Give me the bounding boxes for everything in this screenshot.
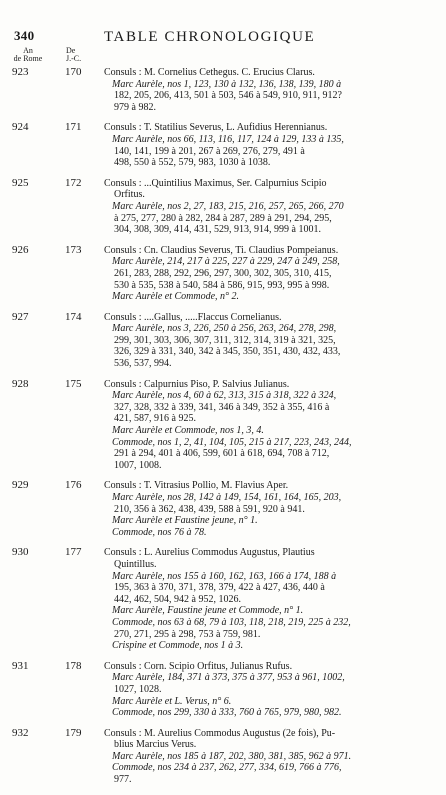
year-jc: 177 — [65, 546, 82, 559]
reference-line: 182, 205, 206, 413, 501 à 503, 546 à 549, 910, 911, 912? — [114, 90, 342, 102]
entry-body — [104, 67, 434, 113]
entry-body — [104, 547, 434, 651]
entry-body — [104, 312, 434, 370]
chronology-entry — [0, 67, 446, 113]
year-rome: 924 — [12, 121, 29, 134]
year-jc: 178 — [65, 659, 82, 672]
reference-line: 536, 537, 994. — [114, 358, 172, 370]
reference-line: 442, 462, 504, 942 à 952, 1026. — [114, 593, 241, 605]
reference-line: Commode, nos 234 à 237, 262, 277, 334, 619, 766 à 776, — [112, 762, 342, 774]
reference-line: Orfitus. — [114, 189, 145, 201]
reference-line: Marc Aurèle, 184, 371 à 373, 375 à 377, 953 à 961, 1002, — [112, 672, 345, 684]
consuls-line: Consuls : M. Cornelius Cethegus. C. Erucius Clarus. — [104, 67, 315, 78]
chronology-entry — [0, 178, 446, 236]
consuls-line: Consuls : T. Vitrasius Pollio, M. Flavius Aper. — [104, 480, 289, 492]
reference-line: 979 à 982. — [114, 101, 156, 113]
entry-body — [104, 728, 434, 786]
year-rome: 929 — [12, 479, 29, 492]
year-rome: 925 — [12, 176, 29, 189]
reference-line: 327, 328, 332 à 339, 341, 346 à 349, 352 à 355, 416 à — [114, 401, 330, 413]
consuls-line: Consuls : ...Quintilius Maximus, Ser. Calpurnius Scipio — [104, 177, 327, 189]
page-number: 340 — [14, 28, 35, 43]
reference-line: 326, 329 à 331, 340, 342 à 345, 350, 351, 430, 432, 433, — [114, 346, 341, 358]
reference-line: à 275, 277, 280 à 282, 284 à 287, 289 à 291, 294, 295, — [114, 212, 332, 224]
reference-line: 210, 356 à 362, 438, 439, 588 à 591, 920 à 941. — [114, 503, 305, 515]
year-jc: 173 — [65, 243, 82, 256]
chronology-entries — [0, 67, 446, 795]
reference-line: Commode, nos 63 à 68, 79 à 103, 118, 218, 219, 225 à 232, — [112, 616, 351, 628]
reference-line: Commode, nos 299, 330 à 333, 760 à 765, 979, 980, 982. — [112, 707, 342, 719]
year-rome: 932 — [12, 726, 29, 739]
reference-line: Marc Aurèle, nos 28, 142 à 149, 154, 161, 164, 165, 203, — [112, 492, 342, 503]
chronology-entry — [0, 122, 446, 168]
entry-body — [104, 245, 434, 303]
entry-body — [104, 178, 434, 236]
reference-line: Crispine et Commode, nos 1 à 3. — [112, 640, 244, 652]
year-jc: 176 — [65, 479, 82, 492]
entry-body — [104, 379, 434, 472]
reference-line: Marc Aurèle et Faustine jeune, n° 1. — [112, 515, 258, 527]
page-title: TABLE CHRONOLOGIQUE — [104, 29, 316, 45]
reference-line: 270, 271, 295 à 298, 753 à 759, 981. — [114, 628, 261, 640]
consuls-line: Consuls : Calpurnius Piso, P. Salvius Julianus. — [104, 378, 290, 390]
reference-line: Commode, nos 76 à 78. — [112, 526, 207, 538]
year-rome: 930 — [12, 546, 29, 559]
reference-line: 304, 308, 309, 414, 431, 529, 913, 914, 999 à 1001. — [114, 224, 321, 236]
consuls-line: Consuls : Cn. Claudius Severus, Ti. Claudius Pompeianus. — [104, 244, 339, 256]
year-rome: 926 — [12, 243, 29, 256]
consuls-line: Consuls : ....Gallus, .....Flaccus Cornelianus. — [104, 311, 282, 323]
reference-line: 977. — [114, 774, 132, 786]
reference-line: Marc Aurèle et L. Verus, n° 6. — [112, 695, 232, 707]
year-jc: 172 — [65, 176, 82, 189]
chronology-entry — [0, 379, 446, 472]
chronology-entry — [0, 480, 446, 538]
year-jc: 179 — [65, 726, 82, 739]
reference-line: 421, 587, 916 à 925. — [114, 413, 196, 425]
entry-body — [104, 122, 434, 168]
reference-line: 498, 550 à 552, 579, 983, 1030 à 1038. — [114, 157, 271, 169]
reference-line: 299, 301, 303, 306, 307, 311, 312, 314, 319 à 321, 325, — [114, 334, 336, 346]
year-rome: 923 — [12, 66, 29, 78]
year-jc: 170 — [65, 66, 82, 78]
entry-body — [104, 480, 434, 538]
reference-line: Marc Aurèle, nos 66, 113, 116, 117, 124 à 129, 133 à 135, — [112, 133, 344, 145]
column-header-year-rome: An de Rome — [13, 46, 43, 63]
reference-line: 1027, 1028. — [114, 683, 162, 695]
reference-line: Marc Aurèle, nos 155 à 160, 162, 163, 166 à 174, 188 à — [112, 570, 337, 582]
reference-line: 195, 363 à 370, 371, 378, 379, 422 à 427, 436, 440 à — [114, 582, 325, 594]
reference-line: Quintillus. — [114, 558, 157, 570]
chronology-entry — [0, 547, 446, 651]
reference-line: Marc Aurèle, nos 3, 226, 250 à 256, 263, 264, 278, 298, — [112, 323, 337, 335]
consuls-line: Consuls : L. Aurelius Commodus Augustus, Plautius — [104, 547, 315, 559]
reference-line: 530 à 535, 538 à 540, 584 à 586, 915, 993, 995 à 998. — [114, 279, 330, 291]
year-rome: 931 — [12, 659, 29, 672]
reference-line: Marc Aurèle, 214, 217 à 225, 227 à 229, 247 à 249, 258, — [112, 256, 340, 268]
reference-line: blius Marcius Verus. — [114, 739, 197, 751]
year-jc: 174 — [65, 310, 82, 323]
year-jc: 171 — [65, 121, 82, 134]
chronology-entry — [0, 245, 446, 303]
reference-line: Marc Aurèle et Commode, n° 2. — [112, 291, 240, 303]
consuls-line: Consuls : Corn. Scipio Orfitus, Julianus Rufus. — [104, 660, 293, 672]
reference-line: 1007, 1008. — [114, 459, 162, 471]
reference-line: 261, 283, 288, 292, 296, 297, 300, 302, 305, 310, 415, — [114, 267, 332, 279]
reference-line: 291 à 294, 401 à 406, 599, 601 à 618, 694, 708 à 712, — [114, 448, 330, 460]
column-header-year-jc: De J.-C. — [66, 46, 82, 63]
reference-line: Marc Aurèle et Commode, nos 1, 3, 4. — [112, 425, 264, 437]
reference-line: Marc Aurèle, nos 1, 123, 130 à 132, 136, 138, 139, 180 à — [112, 78, 342, 90]
reference-line: Marc Aurèle, Faustine jeune et Commode, n° 1. — [112, 605, 304, 617]
chronology-entry — [0, 312, 446, 370]
entry-body — [104, 661, 434, 719]
consuls-line: Consuls : M. Aurelius Commodus Augustus (2e fois), Pu- — [104, 727, 336, 739]
reference-line: Marc Aurèle, nos 2, 27, 183, 215, 216, 257, 265, 266, 270 — [112, 200, 344, 212]
chronology-entry — [0, 661, 446, 719]
year-rome: 927 — [12, 310, 29, 323]
consuls-line: Consuls : T. Statilius Severus, L. Aufidius Herennianus. — [104, 122, 328, 134]
chronology-entry — [0, 728, 446, 786]
year-rome: 928 — [12, 377, 29, 390]
reference-line: Marc Aurèle, nos 4, 60 à 62, 313, 315 à 318, 322 à 324, — [112, 390, 337, 402]
year-jc: 175 — [65, 377, 82, 390]
reference-line: 140, 141, 199 à 201, 267 à 269, 276, 279, 491 à — [114, 145, 305, 157]
reference-line: Commode, nos 1, 2, 41, 104, 105, 215 à 217, 223, 243, 244, — [112, 436, 352, 448]
reference-line: Marc Aurèle, nos 185 à 187, 202, 380, 381, 385, 962 à 971. — [112, 750, 352, 762]
